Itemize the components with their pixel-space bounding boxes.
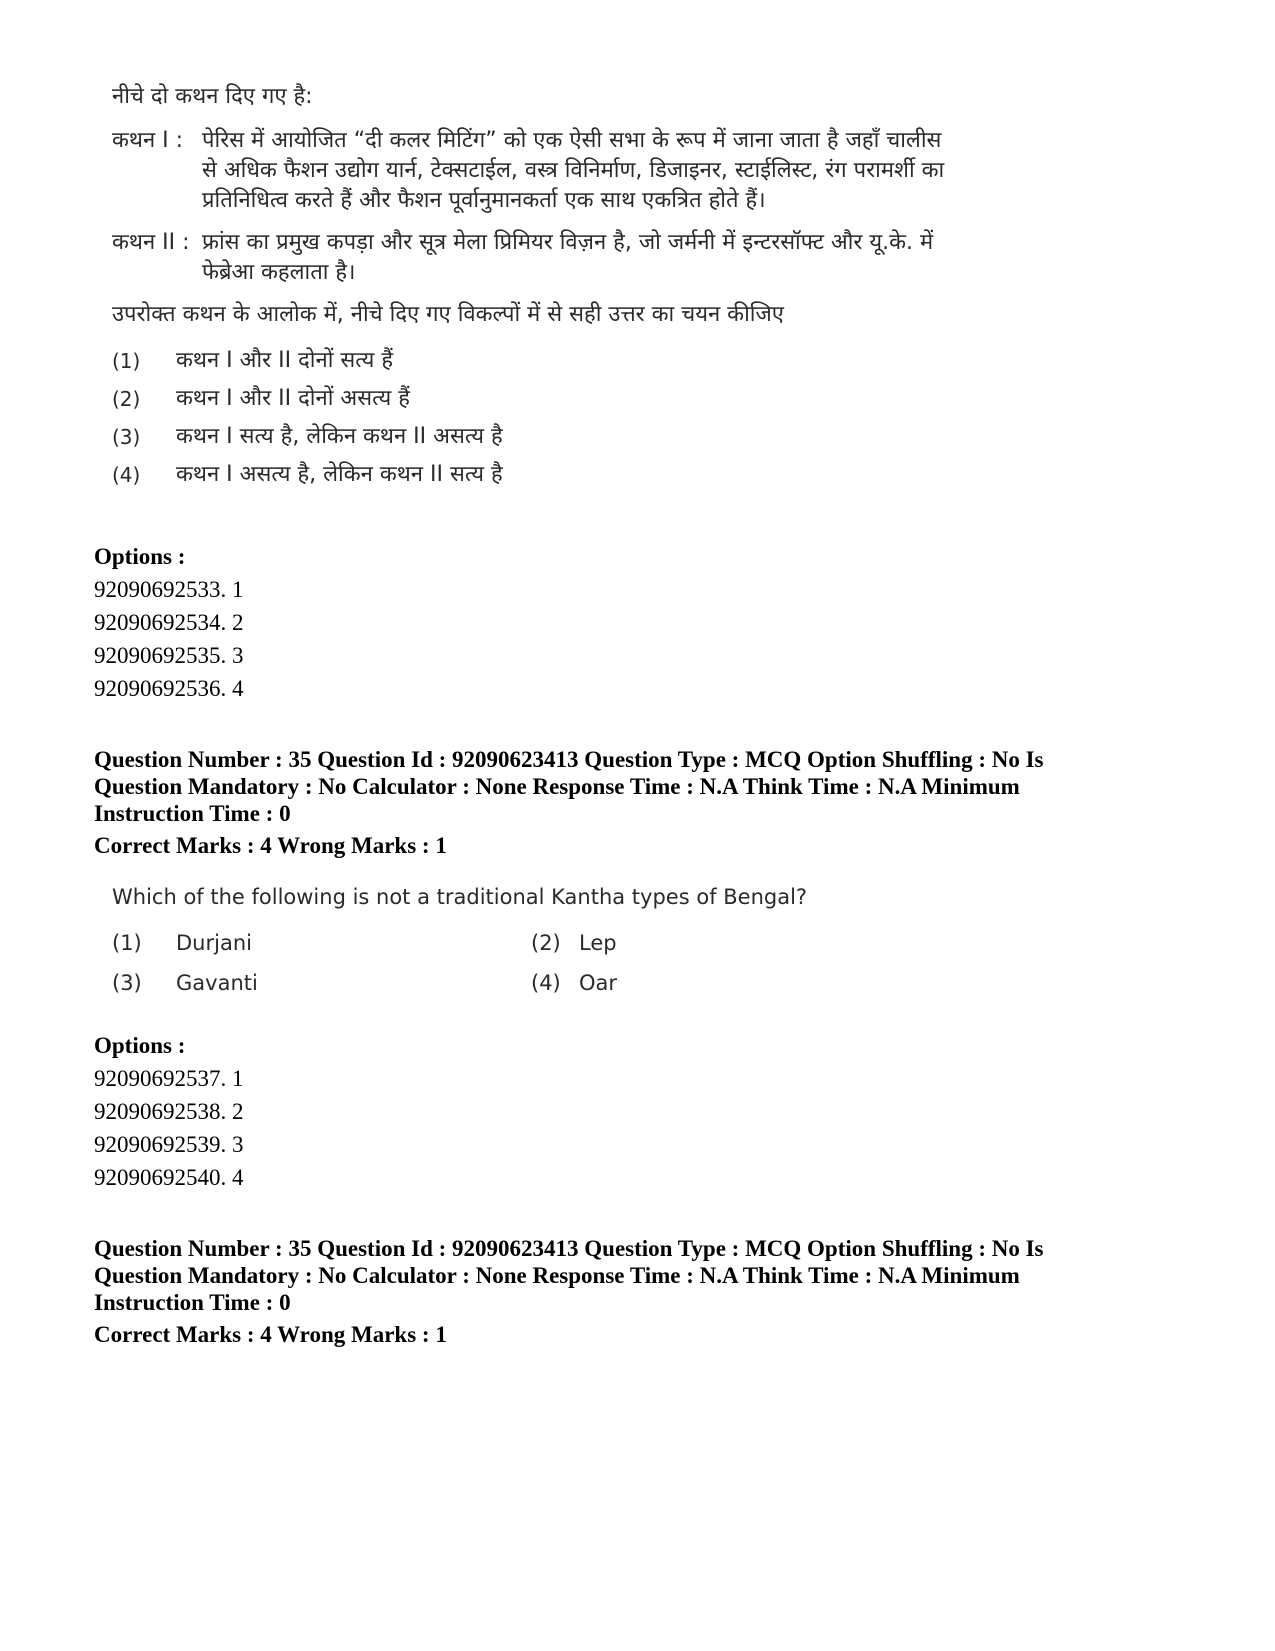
statement-1-text: पेरिस में आयोजित “दी कलर मिटिंग” को एक ऐसी सभा के रूप में जाना जाता है जहाँ चालीस से अधिक फैशन उद्योग यार्न, टेक्सटाईल, वस्त्र विनिर्माण, डिजाइनर, स्टाईलिस्ट, रंग परामर्शी का प्रतिनिधित्व करते हैं और फैशन पूर्वानुमानकर्ता एक साथ एकत्रित होते हैं।	[202, 128, 945, 213]
choice-number: (3)	[112, 425, 141, 449]
statement-1-label: कथन I :	[112, 128, 184, 153]
option-item: 92090692533. 1	[94, 577, 244, 602]
question-metadata-1: Question Number : 35 Question Id : 92090623413 Question Type : MCQ Option Shuffling : No Is Question Mandatory : No Calculator : None Response Time : N.A Think Time : N.A Minimum Instruction Time : 0	[94, 747, 1044, 826]
choice-text: Oar	[579, 971, 618, 995]
question-text: Which of the following is not a traditional Kantha types of Bengal?	[112, 885, 808, 909]
choice-text: कथन I और II दोनों सत्य हैं	[176, 348, 394, 373]
choice-row	[112, 456, 952, 494]
statement-2-text: फ्रांस का प्रमुख कपड़ा और सूत्र मेला प्रिमियर विज़न है, जो जर्मनी में इन्टरसॉफ्ट और यू.के. में फेब्रेआ कहलाता है।	[202, 230, 934, 285]
choice-text: कथन I असत्य है, लेकिन कथन II सत्य है	[176, 462, 503, 487]
english-question-block	[112, 882, 872, 998]
hindi-question-block	[112, 82, 952, 494]
statement-2	[112, 228, 952, 288]
option-item: 92090692534. 2	[94, 610, 244, 635]
choice-text: कथन I सत्य है, लेकिन कथन II असत्य है	[176, 424, 503, 449]
choice-number: (4)	[112, 463, 141, 487]
options-list-1	[94, 540, 244, 705]
choice-text: Gavanti	[176, 971, 258, 995]
option-item: 92090692537. 1	[94, 1066, 244, 1091]
choice-row	[112, 380, 952, 418]
option-item: 92090692540. 4	[94, 1165, 244, 1190]
marks-line-2: Correct Marks : 4 Wrong Marks : 1	[94, 1322, 447, 1347]
choice-text: कथन I और II दोनों असत्य हैं	[176, 386, 410, 411]
choice-number: (1)	[112, 931, 142, 955]
option-item: 92090692539. 3	[94, 1132, 244, 1157]
options-heading: Options :	[94, 544, 186, 569]
marks-line-1: Correct Marks : 4 Wrong Marks : 1	[94, 833, 447, 858]
question-metadata-2: Question Number : 35 Question Id : 92090623413 Question Type : MCQ Option Shuffling : No Is Question Mandatory : No Calculator : None Response Time : N.A Think Time : N.A Minimum Instruction Time : 0	[94, 1236, 1044, 1315]
choice-number: (3)	[112, 971, 142, 995]
choice-row	[112, 418, 952, 456]
statement-1	[112, 126, 952, 216]
question-instruction: उपरोक्त कथन के आलोक में, नीचे दिए गए विकल्पों में से सही उत्तर का चयन कीजिए	[112, 302, 784, 327]
choice-number: (4)	[531, 971, 561, 995]
option-item: 92090692538. 2	[94, 1099, 244, 1124]
options-list-2	[94, 1029, 244, 1194]
question-intro: नीचे दो कथन दिए गए है:	[112, 84, 313, 109]
choice-text: Lep	[579, 931, 617, 955]
choice-grid	[112, 928, 872, 998]
statement-2-label: कथन II :	[112, 230, 190, 255]
option-item: 92090692535. 3	[94, 643, 244, 668]
choice-number: (1)	[112, 349, 141, 373]
choice-number: (2)	[112, 387, 141, 411]
choice-number: (2)	[531, 931, 561, 955]
choice-row	[112, 342, 952, 380]
option-item: 92090692536. 4	[94, 676, 244, 701]
options-heading: Options :	[94, 1033, 186, 1058]
choice-text: Durjani	[176, 931, 252, 955]
